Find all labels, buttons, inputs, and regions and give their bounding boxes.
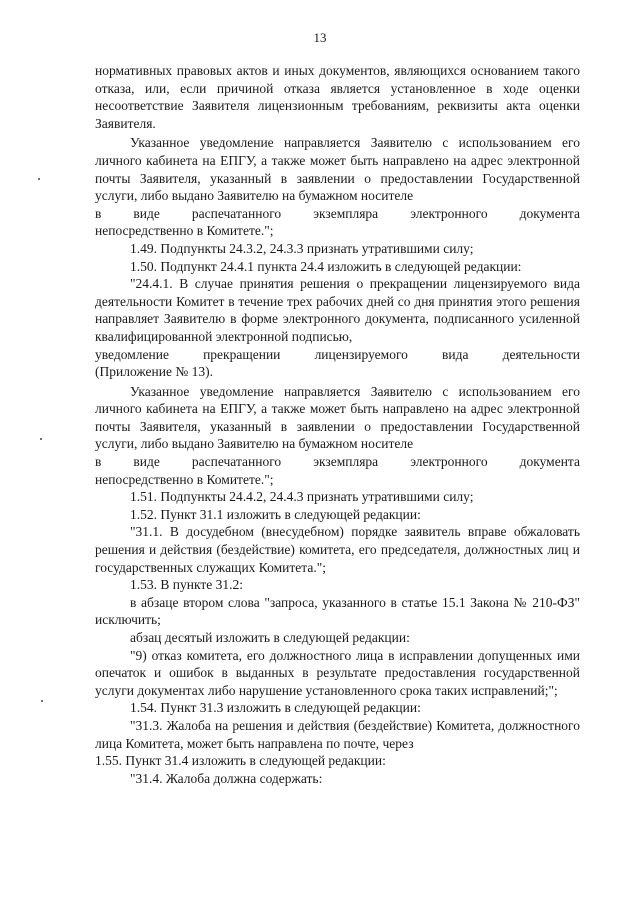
paragraph: 1.50. Подпункт 24.4.1 пункта 24.4 изложить в следующей редакции: (130, 258, 522, 274)
paragraph: непосредственно в Комитете."; (95, 223, 274, 239)
scan-speck (38, 178, 40, 180)
paragraph: в абзаце втором слова "запроса, указанного в статье 15.1 Закона № 210-ФЗ" исключить; (95, 594, 580, 628)
paragraph: "31.4. Жалоба должна содержать: (130, 770, 323, 786)
paragraph: 1.49. Подпункты 24.3.2, 24.3.3 признать утратившими силу; (130, 240, 474, 256)
paragraph: 1.55. Пункт 31.4 изложить в следующей редакции: (95, 753, 386, 769)
paragraph: "24.4.1. В случае принятия решения о прекращении лицензируемого вида деятельности Комитет в течение трех рабочих дней со дня принятия этого решения направляет Заявителю в форме электронного документа, подписанного усиленной квалифицированной электронной подписью, (95, 276, 580, 344)
paragraph: 1.51. Подпункты 24.4.2, 24.4.3 признать утратившими силу; (130, 489, 474, 505)
paragraph: "9) отказ комитета, его должностного лица в исправлении допущенных ими опечаток и ошибок в выданных в результате предоставления государственной услуги документах либо нарушение установленного срока таких исправлений;"; (95, 647, 580, 698)
paragraph-justified-line: в виде распечатанного экземпляра электронного документа (95, 454, 580, 470)
scan-speck (40, 438, 42, 440)
paragraph: (Приложение № 13). (95, 364, 213, 380)
paragraph-justified-line: уведомление прекращении лицензируемого вида деятельности (95, 346, 580, 362)
paragraph: 1.53. В пункте 31.2: (130, 577, 243, 593)
paragraph-justified-line: в виде распечатанного экземпляра электронного документа (95, 205, 580, 221)
paragraph: 1.54. Пункт 31.3 изложить в следующей редакции: (130, 700, 421, 716)
paragraph: 1.52. Пункт 31.1 изложить в следующей редакции: (130, 506, 421, 522)
paragraph: "31.1. В досудебном (внесудебном) порядке заявитель вправе обжаловать решения и действия (бездействие) комитета, его председателя, должностных лиц и государственных служащих Комитета."; (95, 524, 580, 575)
paragraph: абзац десятый изложить в следующей редакции: (130, 630, 410, 645)
page-number: 13 (313, 30, 327, 45)
paragraph: нормативных правовых актов и иных документов, являющихся основанием такого отказа, или, если причиной отказа является установленное в ходе оценки несоответствие Заявителя лицензионным требованиям, реквизиты акта оценки Заявителя. (95, 63, 580, 131)
paragraph: "31.3. Жалоба на решения и действия (бездействие) Комитета, должностного лица Комитета, может быть направлена по почте, через (95, 717, 580, 751)
paragraph: Указанное уведомление направляется Заявителю с использованием его личного кабинета на ЕПГУ, а также может быть направлено на адрес электронной почты Заявителя, указанный в заявлении о предоставлении Государственной услуги, либо выдано Заявителю на бумажном носителе (95, 135, 580, 204)
document-body (95, 62, 580, 787)
paragraph: непосредственно в Комитете."; (95, 471, 274, 487)
paragraph: Указанное уведомление направляется Заявителю с использованием его личного кабинета на ЕПГУ, а также может быть направлено на адрес электронной почты Заявителя, указанный в заявлении о предоставлении Государственной услуги, либо выдано Заявителю на бумажном носителе (95, 383, 580, 452)
scan-speck (41, 700, 43, 702)
